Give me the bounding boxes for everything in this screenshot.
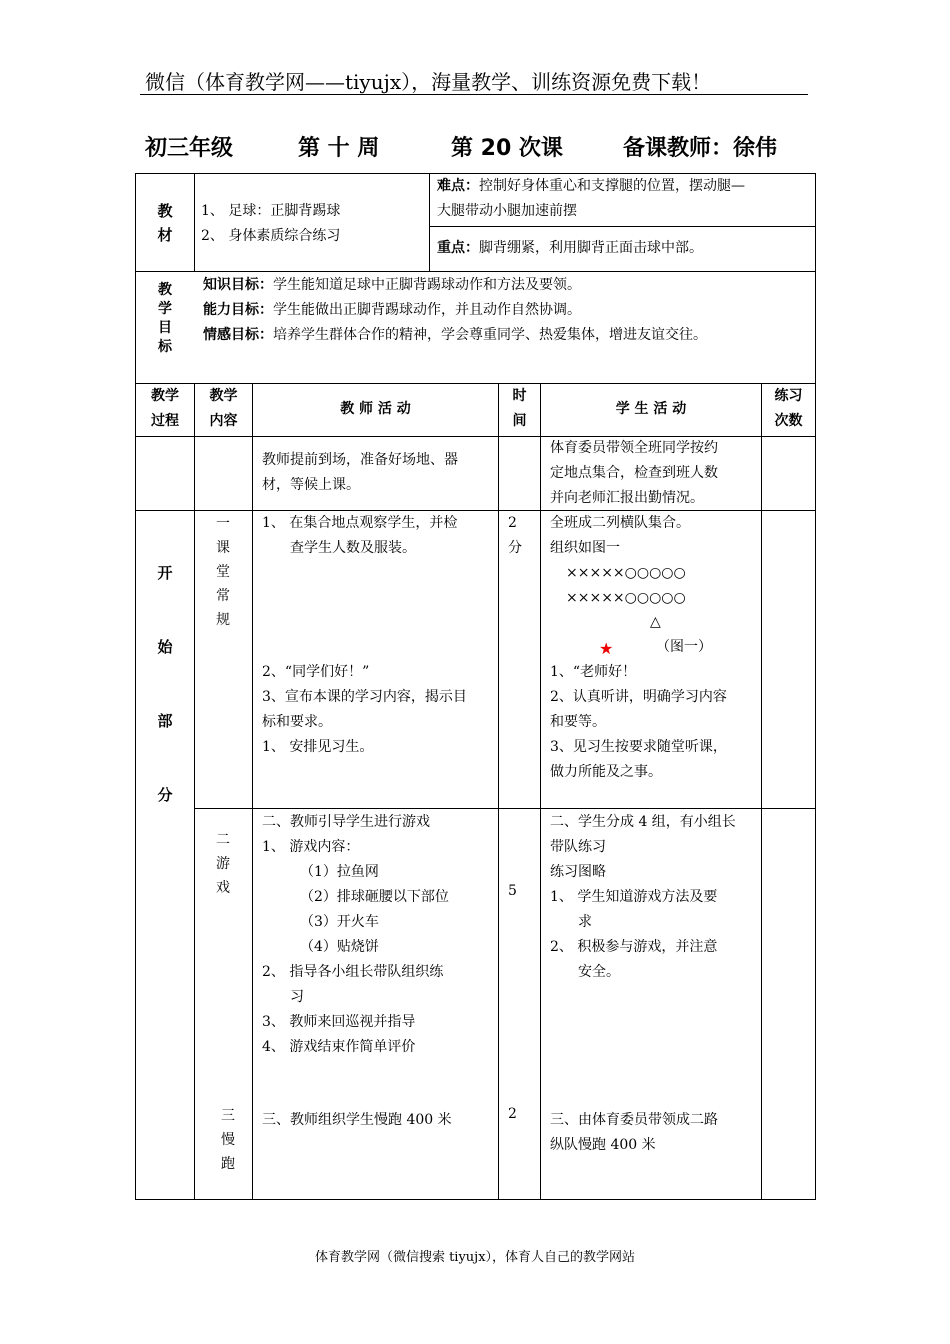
col-time: 间 — [512, 413, 527, 429]
key-point — [437, 236, 703, 261]
formation-row: ×××××○○○○○ — [566, 565, 686, 581]
material-item: 2、 身体素质综合练习 — [201, 228, 341, 244]
grid-line — [815, 173, 816, 1200]
star-icon: ★ — [599, 639, 614, 658]
game-student: 安全。 — [578, 964, 620, 980]
routine-teacher: 1、 安排见习生。 — [262, 739, 374, 755]
routine-student: 2、认真听讲，明确学习内容 — [550, 689, 727, 705]
col-reps: 练习 — [774, 388, 803, 404]
emotion-goal — [203, 323, 707, 348]
routine-student: 做力所能及之事。 — [550, 764, 662, 780]
routine-teacher: 查学生人数及服装。 — [290, 540, 416, 556]
ability-label: 能力目标： — [203, 302, 273, 318]
routine-student: 组织如图一 — [550, 540, 620, 556]
header-divider — [140, 94, 808, 95]
grade: 初三年级 — [145, 136, 234, 161]
material-item: 1、 足球：正脚背踢球 — [201, 203, 341, 219]
figure-caption: （图一） — [656, 639, 712, 655]
col-reps: 次数 — [774, 413, 803, 429]
game-item: （4）贴烧饼 — [300, 939, 379, 955]
jog-time: 2 — [508, 1106, 517, 1122]
game-teacher: 3、 教师来回巡视并指导 — [262, 1014, 416, 1030]
knowledge-label: 知识目标： — [203, 277, 273, 293]
ability-goal — [203, 298, 581, 323]
prep-student: 并向老师汇报出勤情况。 — [550, 490, 704, 506]
difficulty-text: 控制好身体重心和支撑腿的位置，摆动腿— — [479, 178, 745, 194]
routine-student: 3、见习生按要求随堂听课， — [550, 739, 727, 755]
difficulty-label: 难点： — [437, 178, 479, 194]
routine-teacher: 3、宣布本课的学习内容，揭示目 — [262, 689, 467, 705]
col-process: 教学 — [151, 388, 179, 404]
grid-line — [429, 173, 430, 271]
grid-line — [135, 1199, 816, 1200]
ability-text: 学生能做出正脚背踢球动作，并且动作自然协调。 — [273, 302, 581, 318]
grid-line — [540, 383, 541, 1200]
jog-student: 纵队慢跑 400 米 — [550, 1137, 656, 1153]
difficulty — [437, 174, 745, 199]
grid-line — [135, 271, 816, 272]
game-teacher: 4、 游戏结束作简单评价 — [262, 1039, 416, 1055]
routine-student: 和要等。 — [550, 714, 606, 730]
game-student: 练习图略 — [550, 864, 606, 880]
prep-teacher: 教师提前到场，准备好场地、器 — [262, 452, 458, 468]
routine-teacher: 标和要求。 — [262, 714, 332, 730]
grid-line — [761, 383, 762, 1200]
section-label: 开 始 部 分 — [157, 564, 173, 804]
prep-teacher: 材，等候上课。 — [262, 477, 360, 493]
routine-student: 全班成二列横队集合。 — [550, 515, 690, 531]
jog-content: 三 慢 跑 — [221, 1108, 235, 1172]
jog-teacher: 三、教师组织学生慢跑 400 米 — [262, 1112, 452, 1128]
emotion-label: 情感目标： — [203, 327, 273, 343]
game-item: （1）拉鱼网 — [300, 864, 379, 880]
grid-line — [194, 808, 816, 809]
prep-student: 定地点集合，检查到班人数 — [550, 465, 718, 481]
grid-line — [252, 383, 253, 1200]
grid-line — [135, 510, 816, 511]
week: 第 十 周 — [298, 136, 380, 161]
col-teacher: 教 师 活 动 — [340, 401, 411, 417]
emotion-text: 培养学生群体合作的精神，学会尊重同学、热爱集体，增进友谊交往。 — [273, 327, 707, 343]
grid-line — [194, 173, 195, 271]
col-student: 学 生 活 动 — [615, 401, 687, 417]
game-student: 2、 积极参与游戏，并注意 — [550, 939, 718, 955]
game-student: 1、 学生知道游戏方法及要 — [550, 889, 718, 905]
materials-label: 教 材 — [157, 202, 173, 244]
jog-student: 三、由体育委员带领成二路 — [550, 1112, 718, 1128]
grid-line — [135, 173, 136, 1200]
game-time: 5 — [508, 883, 517, 899]
routine-teacher: 2、“同学们好！” — [262, 664, 370, 680]
formation-row: ×××××○○○○○ — [566, 590, 686, 606]
knowledge-text: 学生能知道足球中正脚背踢球动作和方法及要领。 — [273, 277, 581, 293]
routine-content: 一 课 堂 常 规 — [216, 516, 230, 628]
routine-student: 1、“老师好！ — [550, 664, 637, 680]
game-teacher: 1、 游戏内容： — [262, 839, 360, 855]
game-student: 二、学生分成 4 组，有小组长 — [550, 814, 736, 830]
teacher-triangle-icon: △ — [650, 614, 661, 630]
grid-line — [194, 383, 195, 1200]
game-content: 二 游 戏 — [216, 832, 230, 896]
game-student: 带队练习 — [550, 839, 606, 855]
routine-teacher: 1、 在集合地点观察学生，并检 — [262, 515, 458, 531]
teacher-name: 备课教师：徐伟 — [623, 136, 778, 161]
game-teacher: 2、 指导各小组长带队组织练 — [262, 964, 444, 980]
lesson-number: 第 20 次课 — [451, 136, 563, 161]
key-text: 脚背绷紧，利用脚背正面击球中部。 — [479, 240, 703, 256]
key-label: 重点： — [437, 240, 479, 256]
routine-time: 2 分 — [508, 515, 522, 556]
prep-student: 体育委员带领全班同学按约 — [550, 440, 718, 456]
footer-text: 体育教学网（微信搜索 tiyujx），体育人自己的教学网站 — [314, 1250, 636, 1265]
game-teacher: 二、教师引导学生进行游戏 — [262, 814, 430, 830]
col-process: 过程 — [151, 413, 179, 429]
grid-line — [498, 383, 499, 1200]
col-content: 内容 — [209, 413, 238, 429]
grid-line — [429, 226, 816, 227]
col-time: 时 — [512, 388, 527, 404]
game-teacher: 习 — [290, 989, 304, 1005]
col-content: 教学 — [209, 388, 238, 404]
game-item: （2）排球砸腰以下部位 — [300, 889, 449, 905]
knowledge-goal — [203, 273, 581, 298]
goals-label: 教 学 目 标 — [158, 282, 172, 355]
difficulty-text-cont: 大腿带动小腿加速前摆 — [437, 203, 577, 219]
game-student: 求 — [578, 914, 592, 930]
header-text: 微信（体育教学网——tiyujx），海量教学、训练资源免费下载！ — [145, 70, 712, 94]
game-item: （3）开火车 — [300, 914, 379, 930]
